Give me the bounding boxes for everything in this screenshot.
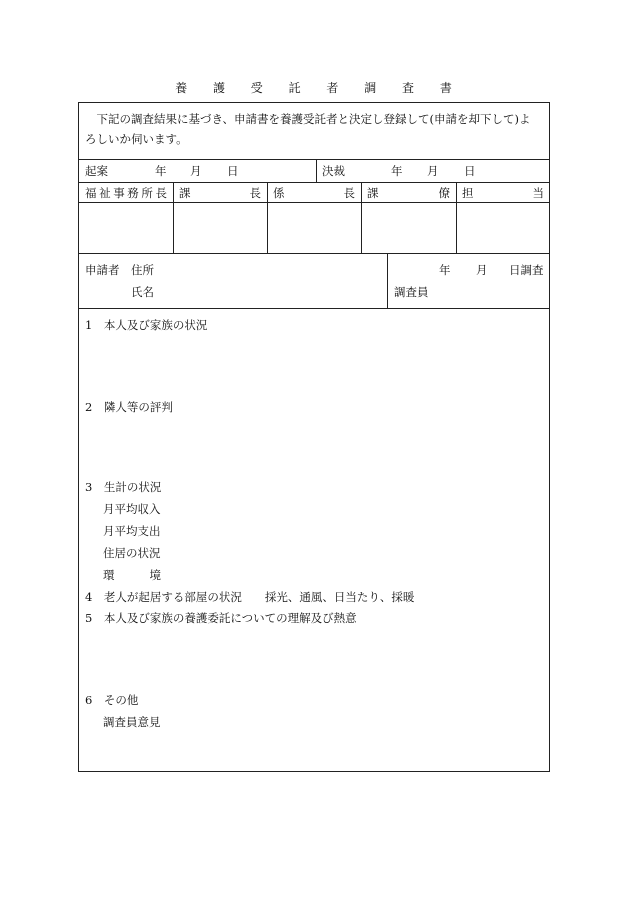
intro-text [85, 109, 545, 149]
divider [456, 182, 457, 253]
kessai-day: 日 [464, 164, 476, 178]
kian-month: 月 [190, 164, 202, 178]
applicant-label: 申請者 [85, 263, 120, 277]
kian-year: 年 [155, 164, 167, 178]
environment-char: 境 [149, 568, 161, 582]
header-char: 所 [141, 186, 153, 200]
kessai-label: 決裁 [322, 164, 345, 178]
section-1-family-status: 1 本人及び家族の状況 [85, 318, 208, 332]
divider [79, 182, 549, 183]
header-char: 事 [113, 186, 125, 200]
kian-label: 起案 [85, 164, 108, 178]
header-tanto [462, 186, 544, 200]
header-kacho [179, 186, 261, 200]
divider [361, 182, 362, 253]
section-3-livelihood: 3 生計の状況 [85, 480, 162, 494]
environment-char: 環 [103, 568, 115, 582]
divider [173, 182, 174, 253]
header-char: 長 [343, 186, 355, 200]
divider [267, 182, 268, 253]
intro-line-1: 下記の調査結果に基づき、申請書を養護受託者と決定し登録して(申請を却下して)よ [85, 112, 531, 126]
header-char: 当 [532, 186, 544, 200]
header-char: 課 [367, 186, 379, 200]
header-char: 僚 [438, 186, 450, 200]
kessai-month: 月 [427, 164, 439, 178]
header-char: 祉 [99, 186, 111, 200]
header-char: 長 [249, 186, 261, 200]
section-4-room-status: 4 老人が起居する部屋の状況 採光、通風、日当たり、採暖 [85, 590, 415, 604]
monthly-income-label: 月平均収入 [103, 502, 161, 516]
section-6-other: 6 その他 [85, 693, 139, 707]
header-karyo [367, 186, 450, 200]
divider [79, 202, 549, 203]
divider [79, 253, 549, 254]
header-char: 係 [273, 186, 285, 200]
intro-line-2: ろしいか伺います。 [85, 132, 188, 146]
header-char: 担 [462, 186, 474, 200]
header-kakaricho [273, 186, 355, 200]
document-title: 養 護 受 託 者 調 査 書 [175, 81, 463, 95]
section-5-understanding: 5 本人及び家族の養護委託についての理解及び熱意 [85, 611, 357, 625]
housing-status-label: 住居の状況 [103, 546, 161, 560]
kessai-year: 年 [391, 164, 403, 178]
surveyor-label: 調査員 [394, 285, 429, 299]
kian-day: 日 [227, 164, 239, 178]
header-char: 福 [85, 186, 97, 200]
survey-form [78, 102, 550, 772]
environment-label [103, 568, 161, 582]
divider [79, 159, 549, 160]
divider [387, 253, 388, 308]
section-2-neighbor-reputation: 2 隣人等の評判 [85, 400, 173, 414]
divider [316, 159, 317, 182]
applicant-name-label: 氏名 [131, 285, 154, 299]
survey-year: 年 [439, 263, 451, 277]
header-fukushi-jimushocho [85, 186, 167, 200]
survey-month: 月 [476, 263, 488, 277]
applicant-address-label: 住所 [131, 263, 154, 277]
survey-date-label: 日調査 [509, 263, 544, 277]
monthly-expense-label: 月平均支出 [103, 524, 161, 538]
header-char: 課 [179, 186, 191, 200]
header-char: 務 [127, 186, 139, 200]
surveyor-opinion-label: 調査員意見 [103, 715, 161, 729]
header-char: 長 [155, 186, 167, 200]
divider [79, 308, 549, 309]
